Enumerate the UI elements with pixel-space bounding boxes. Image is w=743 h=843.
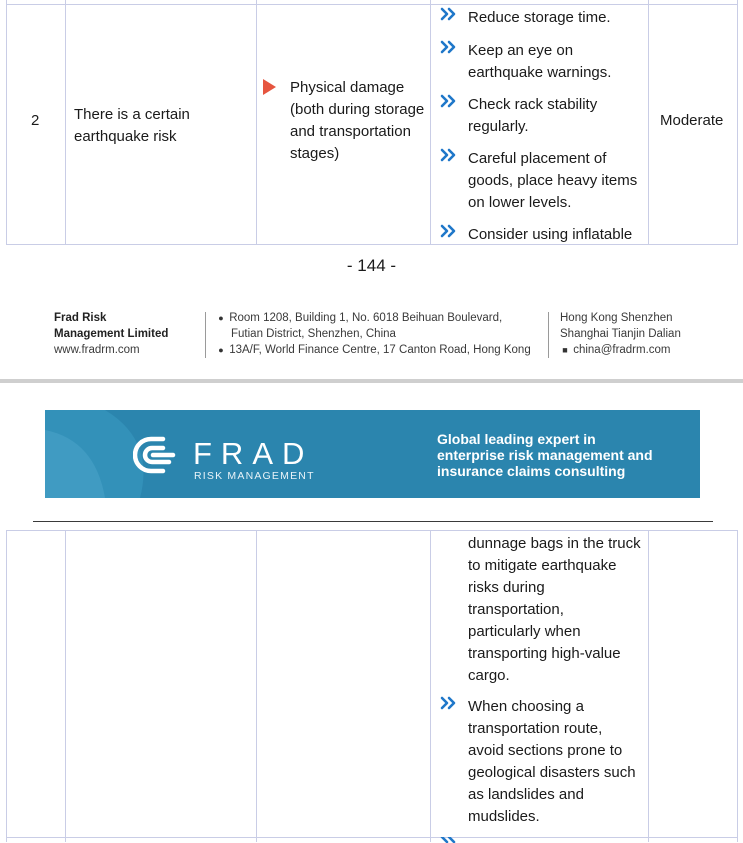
chevron-double-right-icon bbox=[440, 148, 458, 162]
risk-level: Moderate bbox=[660, 112, 724, 129]
chevron-double-right-icon bbox=[440, 40, 458, 54]
email-icon: ■ bbox=[562, 345, 568, 355]
company-info: Frad Risk Management Limited www.fradrm.com bbox=[54, 312, 169, 356]
risk-table-bottom: dunnage bags in the truck to mitigate earthquake risks during transportation, particularly when transporting high-value cargo. When choosing a transportation route, avoid sections prone to geological disasters such as landslides and mudslides. bbox=[0, 530, 743, 842]
location-pin-icon: ● bbox=[218, 345, 224, 355]
website-link[interactable]: www.fradrm.com bbox=[54, 344, 140, 356]
chevron-double-right-icon bbox=[440, 696, 458, 710]
chevron-double-right-icon bbox=[440, 224, 458, 238]
row-number: 2 bbox=[31, 112, 40, 129]
page-divider bbox=[0, 379, 743, 383]
risk-description: There is a certain earthquake risk bbox=[74, 106, 190, 145]
header-banner bbox=[45, 410, 700, 498]
triangle-bullet-icon bbox=[263, 79, 276, 95]
brand-name: FRAD bbox=[193, 436, 314, 471]
chevron-double-right-icon bbox=[440, 7, 458, 21]
header-rule bbox=[33, 521, 713, 522]
measure-continuation: dunnage bags in the truck to mitigate earthquake risks during transportation, particularly when transporting high-value cargo. bbox=[468, 535, 641, 684]
page-number: - 144 - bbox=[346, 256, 397, 275]
chevron-double-right-icon bbox=[440, 837, 458, 843]
brand-subtitle: RISK MANAGEMENT bbox=[194, 470, 315, 482]
location-pin-icon: ● bbox=[218, 313, 224, 323]
email-link[interactable]: china@fradrm.com bbox=[573, 344, 671, 356]
impact-description: Physical damage (both during storage and transportation stages) bbox=[290, 79, 425, 162]
page-footer bbox=[0, 309, 743, 359]
frad-logo-icon bbox=[133, 435, 179, 475]
banner-tagline: Global leading expert in enterprise risk management and insurance claims consulting bbox=[437, 431, 653, 479]
risk-table-top: 2 There is a certain earthquake risk Physical damage (both during storage and transportation stages) Reduce storage time. Keep an eye on earthquake warnings. Check rack stability regularly. Careful placement of goods, place heavy items on lower levels. Consider using inflatable Moderate bbox=[0, 0, 743, 245]
office-cities: Hong Kong Shenzhen Shanghai Tianjin Dalian ■ china@fradrm.com bbox=[560, 312, 681, 356]
chevron-double-right-icon bbox=[440, 94, 458, 108]
office-addresses: ● Room 1208, Building 1, No. 6018 Beihuan Boulevard, Futian District, Shenzhen, China ● 13A/F, World Finance Centre, 17 Canton Road, Hong Kong bbox=[216, 310, 531, 358]
